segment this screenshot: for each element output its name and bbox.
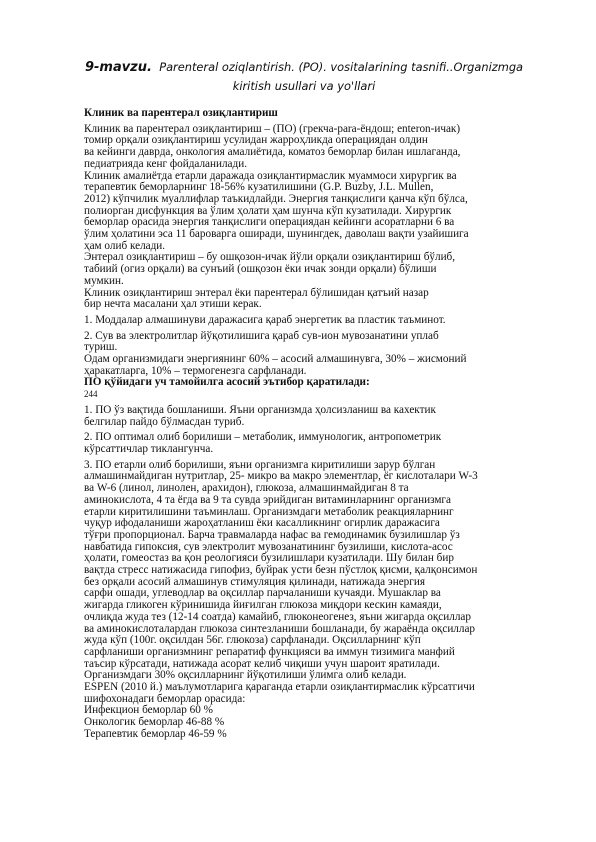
body-line: Одам организмидаги энергиянинг 60% – асосий алмашинувга, 30% – жисмоний [84,353,467,366]
body-line: 2012) кўпчилик муаллифлар таъкидлайди. Энергия танқислиги қанча кўп бўлса, [84,192,468,205]
body-line: табиий (огиз орқали) ва сунъий (ошқозон ёки ичак зонди орқали) бўлиши [84,263,437,276]
body-line: жуда кўп (100г. оқсилдан 56г. глюкоза) сарфланади. Оқсилларнинг кўп [84,634,421,647]
body-line: Клиник озиқлантириш энтерал ёки парентерал бўлишидан қатъий назар [84,286,429,299]
topic-number: 9-mavzu. [84,60,152,75]
body-line: ва W-6 (линол, линолен, арахидон), глюкоза, алмашинмайдиган 8 та [84,482,409,495]
body-line: 2. ПО оптимал олиб борилиши – метаболик, иммунологик, антропометрик [84,431,442,444]
body-line: ҳаракатларга, 10% – термогенезга сарфланади. [84,364,307,377]
body-line: вақтда стресс натижасида гипофиз, буйрак усти безн пўстлоқ қисми, қалқонсимон [84,564,478,577]
body-line: Энтерал озиқлантириш – бу ошқозон-ичак йўли орқали озиқлантириш бўлиб, [84,251,456,264]
body-line: ҳолати, гомеостаз ва қон реологияси бузилишлари кузатилади. Шу билан бир [84,552,454,565]
body-line: сарфланиши организмнинг репаратиф функцияси ва иммун тизимига манфий [84,645,455,658]
body-line: полиорган дисфункция ва ўлим ҳолати ҳам шунча кўп кузатилади. Хирургик [84,204,452,217]
section-heading: Клиник ва парентерал озиқлантириш [84,107,278,119]
body-line: белгилар пайдо бўлмасдан туриб. [84,415,245,428]
body-line: томир орқали озиқлантириш усулидан жарроҳликда операциядан олдин [84,134,428,147]
body-line: Инфекцион беморлар 60 % [84,704,213,717]
body-line: 1. ПО ўз вақтида бошланиши. Яъни организмда ҳолсизланиш ва кахектик [84,403,436,416]
body-line: Клиник амалиётда етарли даражада озиқлантирмаслик муаммоси хирургик ва [84,169,457,182]
body-line: Организмдаги 30% оқсилларнинг йўқотилиши ўлимга олиб келади. [84,669,407,682]
body-line: сарфи ошади, углеводлар ва оқсиллар парчаланиши кучаяди. Мушаклар ва [84,587,441,600]
body-line: туриш. [84,341,118,354]
body-line: очлиқда жуда тез (12-14 соатда) камайиб, глюконеогенез, яъни жигарда оқсиллар [84,610,471,623]
body-line: терапевтик беморларнинг 18-56% кузатилишини (G.P. Buzby, J.L. Mullen, [84,181,434,194]
body-line: 3. ПО етарли олиб борилиши, яъни организмга киритилиши зарур бўлган [84,458,436,471]
body-line: 1. Моддалар алмашинуви даражасига қараб энергетик ва пластик таъминот. [84,313,446,326]
title-line-1 [84,58,524,77]
body-line: кўрсаттичлар тиклангунча. [84,442,214,455]
document-body [84,108,546,741]
body-line: Терапевтик беморлар 46-59 % [84,727,227,740]
section-heading: ПО қўйидаги уч тамойилга асосий эътибор қаратилади: [84,376,370,389]
title-text-1: Parenteral oziqlantirish. (PO). vositalarining tasnifi..Organizmga [159,60,524,74]
body-line: без орқали асосий алмашинув стимуляция қилинади, натижада энергия [84,575,425,588]
body-line: аминокислота, 4 та ёгда ва 9 та сувда эрийдиган витаминларнинг организмга [84,493,451,506]
body-line: таъсир кўрсатади, натижада асорат келиб чиқиши учун шароит яратилади. [84,657,440,670]
body-line: Онкологик беморлар 46-88 % [84,716,225,729]
body-line: Клиник ва парентерал озиқлантириш – (ПО) (грекча-para-ёндош; enteron-ичак) [84,122,461,135]
body-line: ESPEN (2010 й.) маълумотларига қараганда етарли озиқлантирмаслик кўрсатгичи [84,681,475,694]
body-line: педиатрияда кенг фойдаланилади. [84,157,247,170]
body-line: ва аминокислоталардан глюкоза синтезланиши бошланади, бу жараёнда оқсиллар [84,622,476,635]
body-line: 2. Сув ва электролитлар йўқотилишига қараб сув-ион мувозанатини уплаб [84,329,439,342]
body-line: ва кейинги даврда, онкология амалиётида, коматоз беморлар билан ишлаганда, [84,146,461,159]
body-line: навбатида гипоксия, сув электролит мувозанатининг бузилиши, кислота-асос [84,540,453,553]
body-line: тўғри пропорционал. Барча травмаларда нафас ва гемодинамик бузилишлар ўз [84,528,460,541]
body-line: беморлар орасида энергия танқислиги операциядан кейинги асоратларни 6 ва [84,216,455,229]
page-number: 244 [84,389,98,400]
body-line: ўлим ҳолатини эса 11 бароварга оширади, шунингдек, даволаш вақти узайишига [84,228,469,241]
title-line-2: kiritish usullari va yo'llari [232,79,376,93]
document-title [84,58,524,96]
body-line: чуқур ифодаланиши жароҳатланиш ёки касалликнинг огирлик даражасига [84,517,440,530]
body-line: етарли киритилишини таъминлаш. Организмдаги метаболик реакцияларнинг [84,505,454,518]
body-line: мумкин. [84,274,124,287]
body-line: ҳам олиб келади. [84,239,166,252]
body-line: шифохонадаги беморлар орасида: [84,692,246,705]
body-line: алмашинмайдиган нутритлар, 25- микро ва макро элементлар, ёг кислоталари W-3 [84,470,478,483]
body-line: бир нечта масалани ҳал этиши керак. [84,298,262,311]
body-line: жигарда гликоген кўринишида йиғилган глюкоза миқдори кескин камаяди, [84,599,442,612]
